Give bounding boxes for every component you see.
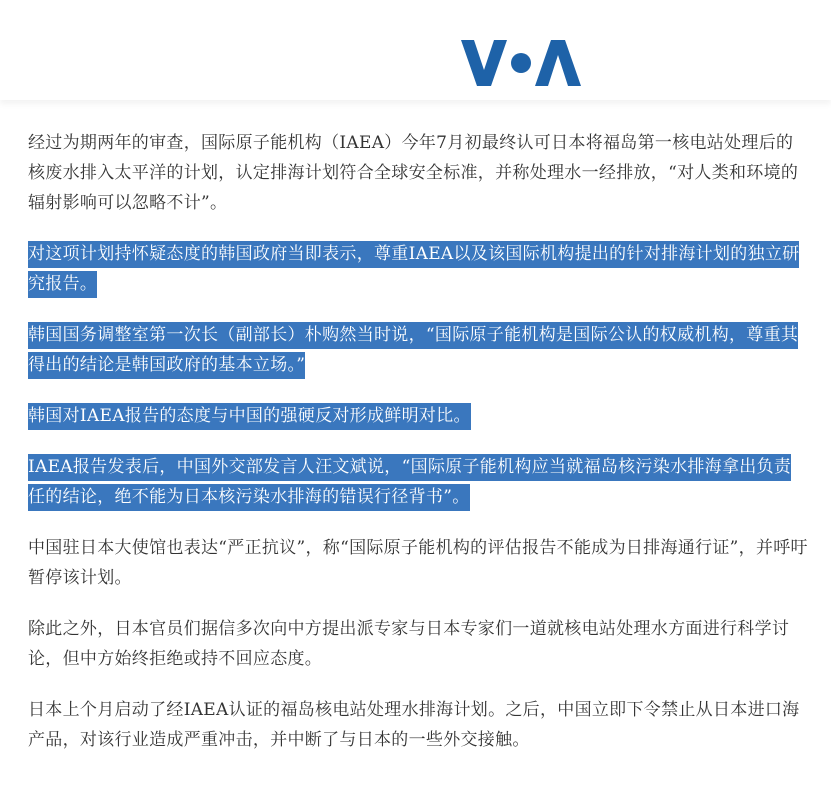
logo-letter-a [535,40,581,86]
voa-logo[interactable] [461,40,581,88]
article-paragraph [28,695,808,755]
paragraph-text: 除此之外，日本官员们据信多次向中方提出派专家与日本专家们一道就核电站处理水方面进行科学讨论，但中方始终拒绝或持不回应态度。 [28,619,790,669]
paragraph-text: 韩国国务调整室第一次长（副部长）朴购然当时说，“国际原子能机构是国际公认的权威机构，尊重其得出的结论是韩国政府的基本立场。” [28,322,798,379]
article-paragraph [28,533,808,593]
article-paragraph [28,614,808,674]
paragraph-text: IAEA报告发表后，中国外交部发言人汪文斌说，“国际原子能机构应当就福岛核污染水排海拿出负责任的结论，绝不能为日本核污染水排海的错误行径背书”。 [28,454,791,511]
site-header [0,0,831,100]
paragraph-text: 经过为期两年的审查，国际原子能机构（IAEA）今年7月初最终认可日本将福岛第一核电站处理后的核废水排入太平洋的计划，认定排海计划符合全球安全标准，并称处理水一经排放，“对人类和环境的辐射影响可以忽略不计”。 [28,133,799,213]
article-paragraph [28,128,808,218]
article-paragraph-selected [28,239,808,299]
paragraph-text: 中国驻日本大使馆也表达“严正抗议”，称“国际原子能机构的评估报告不能成为日排海通行证”，并呼吁暂停该计划。 [28,538,808,588]
article-paragraph-selected [28,401,808,431]
article-paragraph-selected [28,320,808,380]
paragraph-text: 韩国对IAEA报告的态度与中国的强硬反对形成鲜明对比。 [28,403,471,430]
logo-dot [511,53,531,73]
article-body [28,128,808,776]
article-paragraph-selected [28,452,808,512]
logo-letter-v [461,40,507,86]
paragraph-text: 对这项计划持怀疑态度的韩国政府当即表示，尊重IAEA以及该国际机构提出的针对排海计划的独立研究报告。 [28,241,799,298]
paragraph-text: 日本上个月启动了经IAEA认证的福岛核电站处理水排海计划。之后，中国立即下令禁止从日本进口海产品，对该行业造成严重冲击，并中断了与日本的一些外交接触。 [28,700,800,750]
